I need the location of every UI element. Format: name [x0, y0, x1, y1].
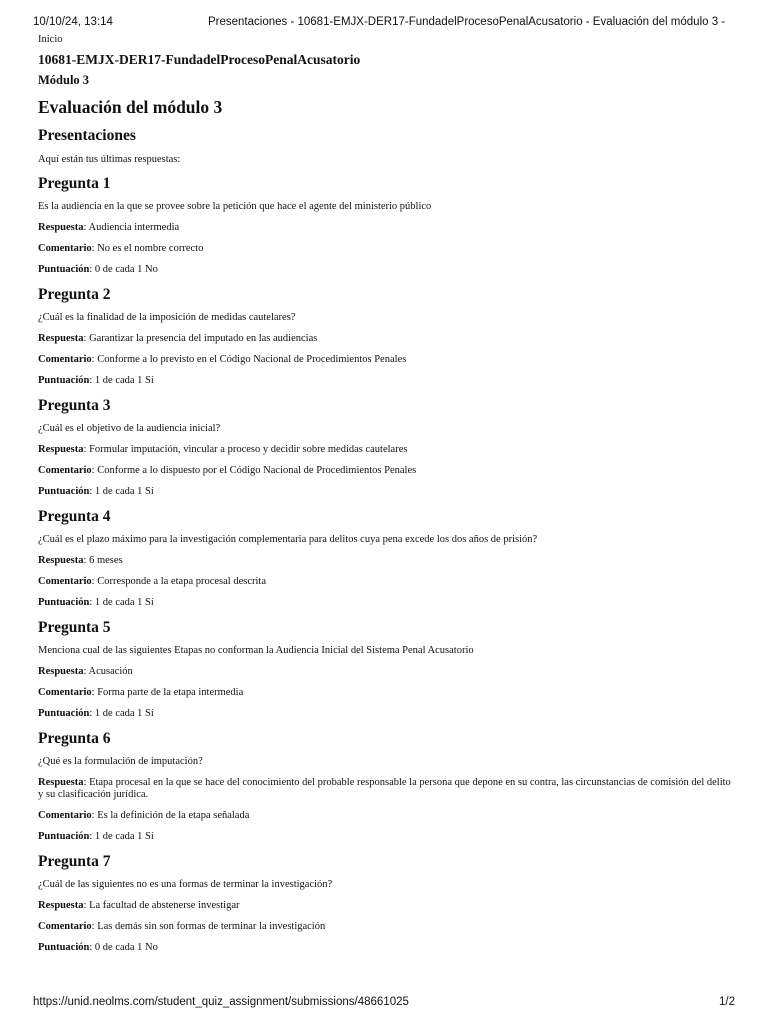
comment-row: Comentario: Conforme a lo dispuesto por el Código Nacional de Procedimientos Penales [38, 465, 417, 476]
answer-row: Respuesta: Etapa procesal en la que se hace del conocimiento del probable responsable la persona que depone en su contra, las circunstancias de comisión del delito y su clasificación jurídica. [38, 777, 731, 800]
print-datetime: 10/10/24, 13:14 [33, 16, 113, 28]
answer-label: Respuesta [38, 444, 84, 455]
answer-value: 6 meses [89, 555, 123, 566]
comment-value: Conforme a lo dispuesto por el Código Nacional de Procedimientos Penales [97, 465, 417, 476]
comment-row: Comentario: Corresponde a la etapa procesal descrita [38, 576, 266, 587]
question-text: Es la audiencia en la que se provee sobre la petición que hace el agente del ministerio público [38, 201, 432, 212]
question-title: Pregunta 6 [38, 730, 111, 747]
comment-row: Comentario: Conforme a lo previsto en el Código Nacional de Procedimientos Penales [38, 354, 407, 365]
score-row: Puntuación: 0 de cada 1 No [38, 942, 158, 953]
answer-value: La facultad de abstenerse investigar [89, 900, 240, 911]
question-text: ¿Cuál es la finalidad de la imposición de medidas cautelares? [38, 312, 296, 323]
score-row: Puntuación: 0 de cada 1 No [38, 264, 158, 275]
comment-row: Comentario: Las demás sin son formas de terminar la investigación [38, 921, 326, 932]
course-name: 10681-EMJX-DER17-FundadelProcesoPenalAcusatorio [38, 52, 361, 67]
score-label: Puntuación [38, 375, 90, 386]
question-title: Pregunta 5 [38, 619, 111, 636]
breadcrumb-home-link[interactable]: Inicio [38, 34, 63, 45]
comment-label: Comentario [38, 687, 92, 698]
score-label: Puntuación [38, 264, 90, 275]
answer-label: Respuesta [38, 555, 84, 566]
score-label: Puntuación [38, 942, 90, 953]
score-value: 1 de cada 1 Sí [94, 597, 154, 608]
answer-label: Respuesta [38, 666, 84, 677]
question-text: Menciona cual de las siguientes Etapas no conforman la Audiencia Inicial del Sistema Penal Acusatorio [38, 645, 474, 656]
answer-row: Respuesta: La facultad de abstenerse investigar [38, 900, 240, 911]
comment-row: Comentario: Es la definición de la etapa señalada [38, 810, 250, 821]
question-block [38, 285, 738, 387]
print-url: https://unid.neolms.com/student_quiz_assignment/submissions/48661025 [33, 996, 409, 1008]
comment-label: Comentario [38, 810, 92, 821]
comment-label: Comentario [38, 354, 92, 365]
score-row: Puntuación: 1 de cada 1 Sí [38, 486, 154, 497]
answer-row: Respuesta: 6 meses [38, 555, 123, 566]
score-row: Puntuación: 1 de cada 1 Sí [38, 708, 154, 719]
module-name: Módulo 3 [38, 73, 90, 87]
question-text: ¿Cuál de las siguientes no es una formas de terminar la investigación? [38, 879, 333, 890]
answer-row: Respuesta: Garantizar la presencia del imputado en las audiencias [38, 333, 318, 344]
comment-label: Comentario [38, 921, 92, 932]
answer-label: Respuesta [38, 900, 84, 911]
answer-label: Respuesta [38, 222, 84, 233]
question-block [38, 396, 738, 498]
comment-label: Comentario [38, 576, 92, 587]
comment-value: Corresponde a la etapa procesal descrita [97, 576, 266, 587]
evaluation-title: Evaluación del módulo 3 [38, 97, 223, 117]
section-title: Presentaciones [38, 127, 136, 144]
score-row: Puntuación: 1 de cada 1 Sí [38, 375, 154, 386]
score-value: 1 de cada 1 Sí [94, 375, 154, 386]
score-value: 1 de cada 1 Sí [94, 708, 154, 719]
question-title: Pregunta 3 [38, 397, 111, 414]
answer-row: Respuesta: Formular imputación, vincular a proceso y decidir sobre medidas cautelares [38, 444, 408, 455]
comment-label: Comentario [38, 243, 92, 254]
main-content [38, 34, 738, 963]
question-block [38, 618, 738, 720]
comment-value: Conforme a lo previsto en el Código Nacional de Procedimientos Penales [97, 354, 407, 365]
intro-text: Aquí están tus últimas respuestas: [38, 154, 181, 165]
comment-value: Las demás sin son formas de terminar la investigación [97, 921, 326, 932]
comment-value: Es la definición de la etapa señalada [97, 810, 250, 821]
score-value: 1 de cada 1 Sí [94, 831, 154, 842]
question-title: Pregunta 1 [38, 175, 111, 192]
score-label: Puntuación [38, 486, 90, 497]
question-block [38, 852, 738, 954]
page-number: 1/2 [719, 996, 735, 1008]
score-value: 1 de cada 1 Sí [94, 486, 154, 497]
question-text: ¿Cuál es el objetivo de la audiencia inicial? [38, 423, 221, 434]
print-page-title: Presentaciones - 10681-EMJX-DER17-FundadelProcesoPenalAcusatorio - Evaluación del módulo 3 - [208, 16, 726, 28]
question-text: ¿Qué es la formulación de imputación? [38, 756, 203, 767]
print-footer [33, 996, 735, 1010]
question-title: Pregunta 7 [38, 853, 111, 870]
comment-label: Comentario [38, 465, 92, 476]
question-title: Pregunta 4 [38, 508, 111, 525]
answer-label: Respuesta [38, 777, 84, 788]
score-label: Puntuación [38, 708, 90, 719]
comment-value: No es el nombre correcto [97, 243, 204, 254]
print-header [33, 16, 735, 30]
score-row: Puntuación: 1 de cada 1 Sí [38, 831, 154, 842]
score-row: Puntuación: 1 de cada 1 Sí [38, 597, 154, 608]
comment-value: Forma parte de la etapa intermedia [97, 687, 244, 698]
score-label: Puntuación [38, 831, 90, 842]
answer-value: Audiencia intermedia [88, 222, 180, 233]
question-block [38, 174, 738, 276]
score-value: 0 de cada 1 No [94, 264, 158, 275]
answer-label: Respuesta [38, 333, 84, 344]
answer-row: Respuesta: Audiencia intermedia [38, 222, 180, 233]
answer-value: Garantizar la presencia del imputado en las audiencias [89, 333, 318, 344]
question-title: Pregunta 2 [38, 286, 111, 303]
score-label: Puntuación [38, 597, 90, 608]
comment-row: Comentario: Forma parte de la etapa intermedia [38, 687, 244, 698]
question-block [38, 729, 738, 843]
answer-row: Respuesta: Acusación [38, 666, 133, 677]
answer-value: Acusación [88, 666, 133, 677]
question-block [38, 507, 738, 609]
answer-value: Formular imputación, vincular a proceso y decidir sobre medidas cautelares [89, 444, 408, 455]
answer-value: Etapa procesal en la que se hace del conocimiento del probable responsable la persona que depone en su contra, las circunstancias de comisión del delito y su clasificación jurídica. [38, 777, 731, 800]
question-text: ¿Cuál es el plazo máximo para la investigación complementaria para delitos cuya pena excede los dos años de prisión? [38, 534, 538, 545]
comment-row: Comentario: No es el nombre correcto [38, 243, 204, 254]
score-value: 0 de cada 1 No [94, 942, 158, 953]
